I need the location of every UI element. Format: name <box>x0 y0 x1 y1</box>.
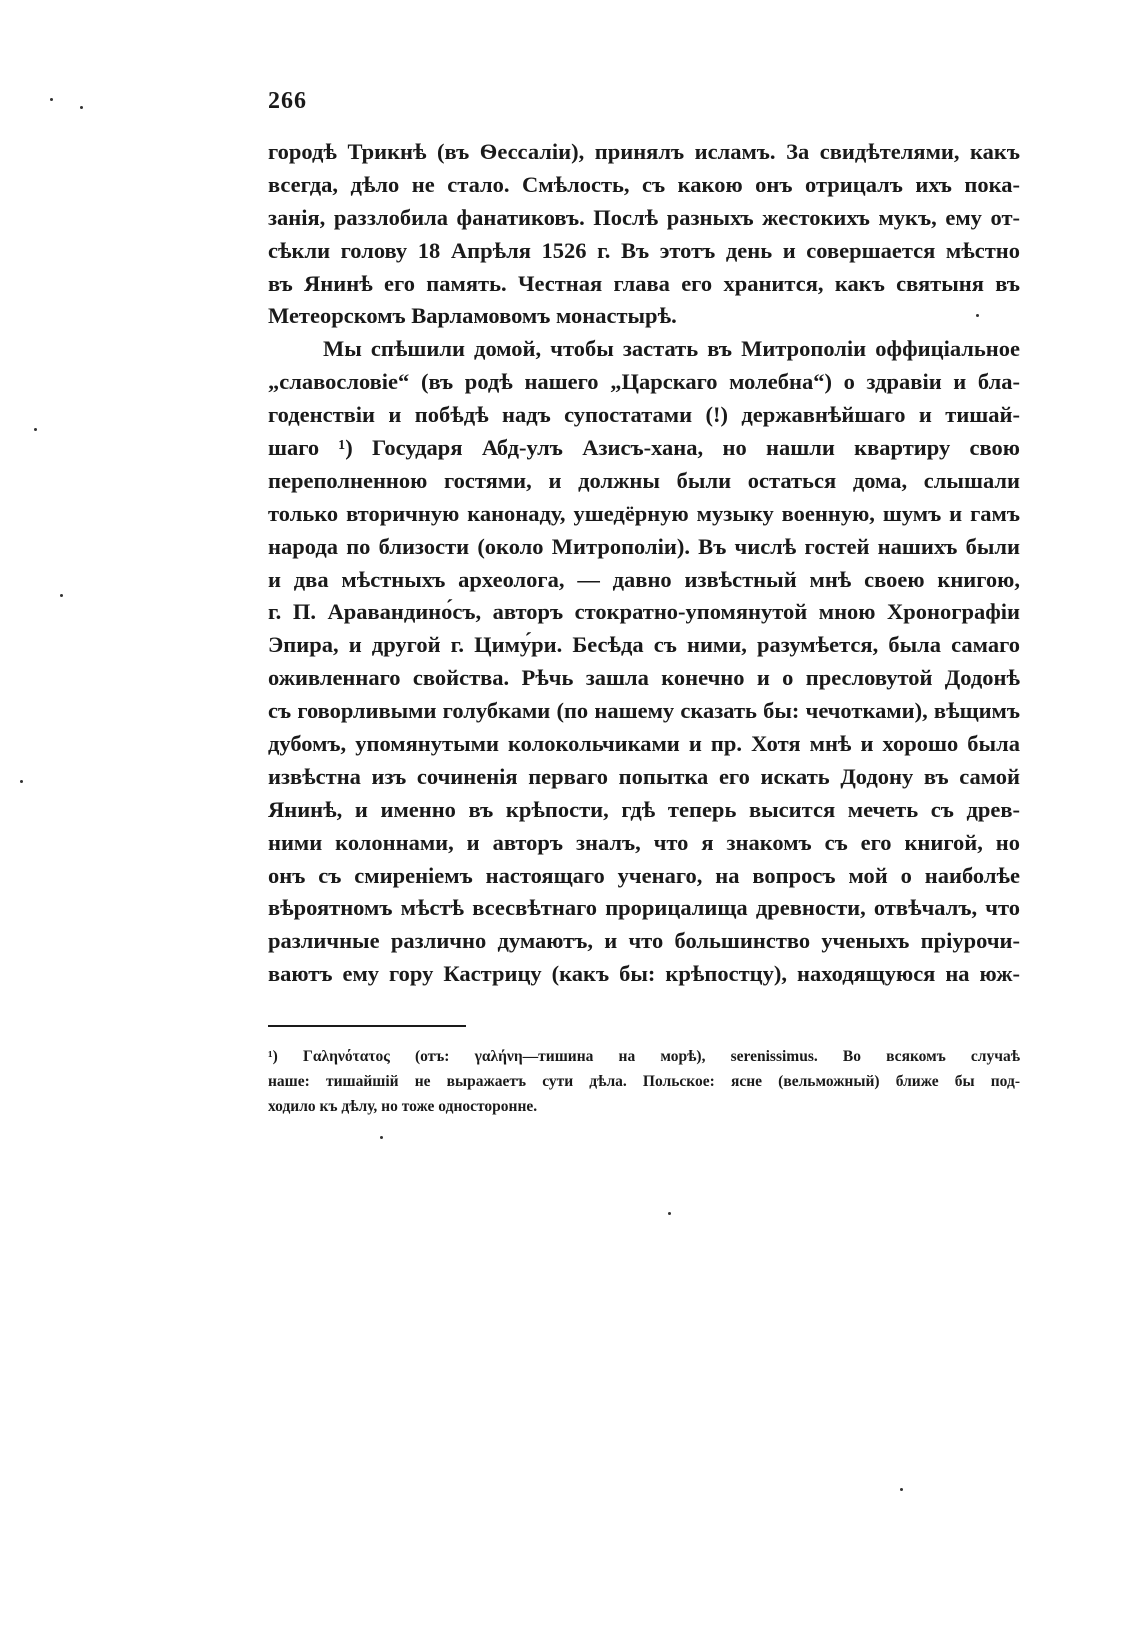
text-line: только вторичную канонаду, ушедёрную музыку военную, шумъ и гамъ <box>268 500 1020 526</box>
scan-speck <box>668 1212 671 1215</box>
page-number: 266 <box>268 88 307 114</box>
text-line: дубомъ, упомянутыми колокольчиками и пр. Хотя мнѣ и хорошо была <box>268 731 1020 757</box>
footnote-line: ¹) Γαληνότατος (отъ: γαλήνη—тишина на морѣ), serenissimus. Во всякомъ случаѣ <box>268 1048 1020 1065</box>
text-line: извѣстна изъ сочиненія перваго попытка его искать Додону въ самой <box>268 763 1020 789</box>
scan-speck <box>20 780 23 783</box>
text-line: ними колоннами, и авторъ зналъ, что я знакомъ съ его книгой, но <box>268 829 1020 855</box>
text-line: въ Янинѣ его память. Честная глава его хранится, какъ святыня въ <box>268 270 1020 296</box>
text-line: занія, раззлобила фанатиковъ. Послѣ разныхъ жестокихъ мукъ, ему от- <box>268 204 1020 230</box>
main-text <box>268 136 1020 991</box>
text-line: Метеорскомъ Варламовомъ монастырѣ. <box>268 303 677 329</box>
text-line: народа по близости (около Митрополіи). Въ числѣ гостей нашихъ были <box>268 533 1020 559</box>
text-line: онъ съ смиреніемъ настоящаго ученаго, на вопросъ мой о наиболѣе <box>268 862 1020 888</box>
text-line: и два мѣстныхъ археолога, — давно извѣстный мнѣ своею книгою, <box>268 566 1020 592</box>
text-line: оживленнаго свойства. Рѣчь зашла конечно и о пресловутой Додонѣ <box>268 665 1020 691</box>
text-line: переполненною гостями, и должны были остаться дома, слышали <box>268 467 1020 493</box>
text-line: г. П. Аравандино́съ, авторъ стократно-упомянутой мною Хронографіи <box>268 599 1020 625</box>
text-line: вѣроятномъ мѣстѣ всесвѣтнаго прорицалища древности, отвѣчалъ, что <box>268 895 1020 921</box>
scan-speck <box>60 594 63 597</box>
text-line: ваютъ ему гору Кастрицу (какъ бы: крѣпостцу), находящуюся на юж- <box>268 961 1020 987</box>
text-line: всегда, дѣло не стало. Смѣлость, съ какою онъ отрицалъ ихъ пока- <box>268 171 1020 197</box>
text-line: шаго ¹) Государя Абд-улъ Азисъ-хана, но нашли квартиру свою <box>268 435 1020 461</box>
text-line: Янинѣ, и именно въ крѣпости, гдѣ теперь высится мечеть съ древ- <box>268 796 1020 822</box>
footnote-line: ходило къ дѣлу, но тоже одностороннe. <box>268 1098 538 1115</box>
scan-speck <box>380 1136 383 1139</box>
scan-speck <box>900 1488 903 1491</box>
footnote <box>268 1044 1020 1119</box>
scan-speck <box>80 106 83 109</box>
text-line: сѣкли голову 18 Апрѣля 1526 г. Въ этотъ день и совершается мѣстно <box>268 237 1020 263</box>
scan-speck <box>34 428 37 431</box>
text-line: городѣ Трикнѣ (въ Ѳессаліи), принялъ исламъ. За свидѣтелями, какъ <box>268 139 1020 164</box>
footnote-line: наше: тишайшій не выражаетъ сути дѣла. Польское: ясне (вельможный) ближе бы под- <box>268 1073 1020 1090</box>
scan-speck <box>976 314 979 317</box>
text-line: годенствіи и побѣдѣ надъ супостатами (!) державнѣйшаго и тишай- <box>268 402 1020 428</box>
text-line: Мы спѣшили домой, чтобы застать въ Митрополіи оффиціальное <box>323 336 1020 362</box>
text-line: съ говорливыми голубками (по нашему сказать бы: чечотками), вѣщимъ <box>268 698 1020 724</box>
text-line: Эпира, и другой г. Циму́ри. Бесѣда съ ними, разумѣется, была самаго <box>268 632 1020 658</box>
scan-speck <box>50 98 53 101</box>
text-line: „славословіе“ (въ родѣ нашего „Царскаго молебна“) о здравіи и бла- <box>268 369 1020 395</box>
text-line: различные различно думаютъ, и что большинство ученыхъ пріурочи- <box>268 928 1020 954</box>
footnote-divider <box>268 1025 466 1027</box>
